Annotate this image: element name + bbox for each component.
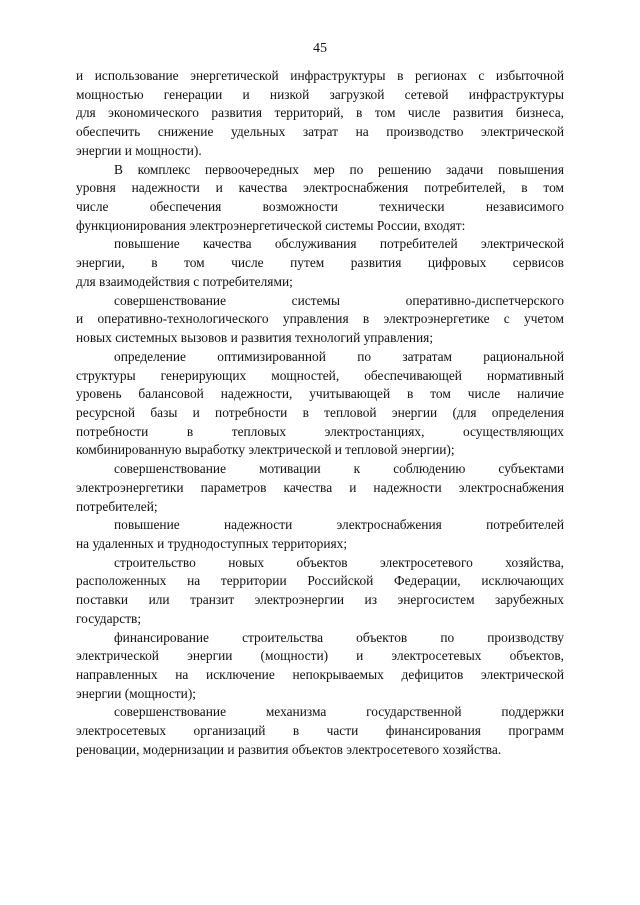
paragraph-line: уровень балансовой надежности, учитывающей в том числе наличие <box>76 386 564 402</box>
paragraph <box>76 292 564 348</box>
paragraph-line: совершенствование системы оперативно-диспетчерского <box>114 292 564 308</box>
paragraph-line: ресурсной базы и потребности в тепловой энергии (для определения <box>76 404 564 420</box>
paragraph <box>76 235 564 291</box>
document-body <box>76 67 564 760</box>
paragraph <box>76 460 564 516</box>
paragraph-line: расположенных на территории Российской Федерации, исключающих <box>76 573 564 589</box>
paragraph-line: строительство новых объектов электросетевого хозяйства, <box>114 554 564 570</box>
page-number: 45 <box>313 41 327 56</box>
paragraph-line: государств; <box>76 610 142 626</box>
paragraph <box>76 161 564 236</box>
paragraph-line: направленных на исключение непокрываемых дефицитов электрической <box>76 667 564 682</box>
paragraph-line: электроэнергетики параметров качества и надежности электроснабжения <box>76 479 564 495</box>
paragraph <box>76 703 564 759</box>
paragraph-line: электрической энергии (мощности) и электросетевых объектов, <box>76 648 564 664</box>
paragraph-line: электросетевых организаций в части финансирования программ <box>76 723 564 739</box>
paragraph-line: определение оптимизированной по затратам рациональной <box>114 348 564 364</box>
paragraph-line: повышение надежности электроснабжения потребителей <box>114 517 564 533</box>
paragraph-line: энергии и мощности). <box>76 142 202 158</box>
paragraph <box>76 67 564 161</box>
paragraph-line: финансирование строительства объектов по производству <box>114 629 564 645</box>
paragraph-line: и оперативно-технологического управления в электроэнергетике с учетом <box>76 311 564 327</box>
paragraph-line: для экономического развития территорий, в том числе развития бизнеса, <box>76 105 564 121</box>
paragraph-line: обеспечить снижение удельных затрат на производство электрической <box>76 124 564 140</box>
paragraph-line: потребности в тепловых электростанциях, осуществляющих <box>76 423 564 439</box>
paragraph-line: совершенствование механизма государственной поддержки <box>114 704 564 720</box>
paragraph-line: потребителей; <box>76 498 158 514</box>
paragraph-line: новых системных вызовов и развития технологий управления; <box>76 330 434 346</box>
paragraph-line: на удаленных и труднодоступных территориях; <box>76 535 348 551</box>
paragraph-line: числе обеспечения возможности технически независимого <box>76 199 564 215</box>
paragraph-line: повышение качества обслуживания потребителей электрической <box>114 236 564 252</box>
paragraph-line: структуры генерирующих мощностей, обеспечивающей нормативный <box>76 367 564 383</box>
paragraph-line: совершенствование мотивации к соблюдению субъектами <box>114 461 564 477</box>
paragraph-line: поставки или транзит электроэнергии из энергосистем зарубежных <box>76 592 564 608</box>
paragraph <box>76 629 564 704</box>
paragraph <box>76 554 564 629</box>
paragraph-line: уровня надежности и качества электроснабжения потребителей, в том <box>76 180 564 196</box>
paragraph-line: для взаимодействия с потребителями; <box>76 273 293 289</box>
paragraph-line: В комплекс первоочередных мер по решению задачи повышения <box>114 161 564 177</box>
paragraph-line: комбинированную выработку электрической и тепловой энергии); <box>76 442 455 458</box>
paragraph-line: реновации, модернизации и развития объектов электросетевого хозяйства. <box>76 741 502 757</box>
paragraph-line: мощностью генерации и низкой загрузкой сетевой инфраструктуры <box>76 86 564 102</box>
paragraph-line: и использование энергетической инфраструктуры в регионах с избыточной <box>76 68 564 83</box>
paragraph-line: энергии (мощности); <box>76 685 196 701</box>
paragraph-line: энергии, в том числе путем развития цифровых сервисов <box>76 255 564 271</box>
paragraph-line: функционирования электроэнергетической системы России, входят: <box>76 217 466 233</box>
paragraph <box>76 348 564 460</box>
paragraph <box>76 516 564 553</box>
